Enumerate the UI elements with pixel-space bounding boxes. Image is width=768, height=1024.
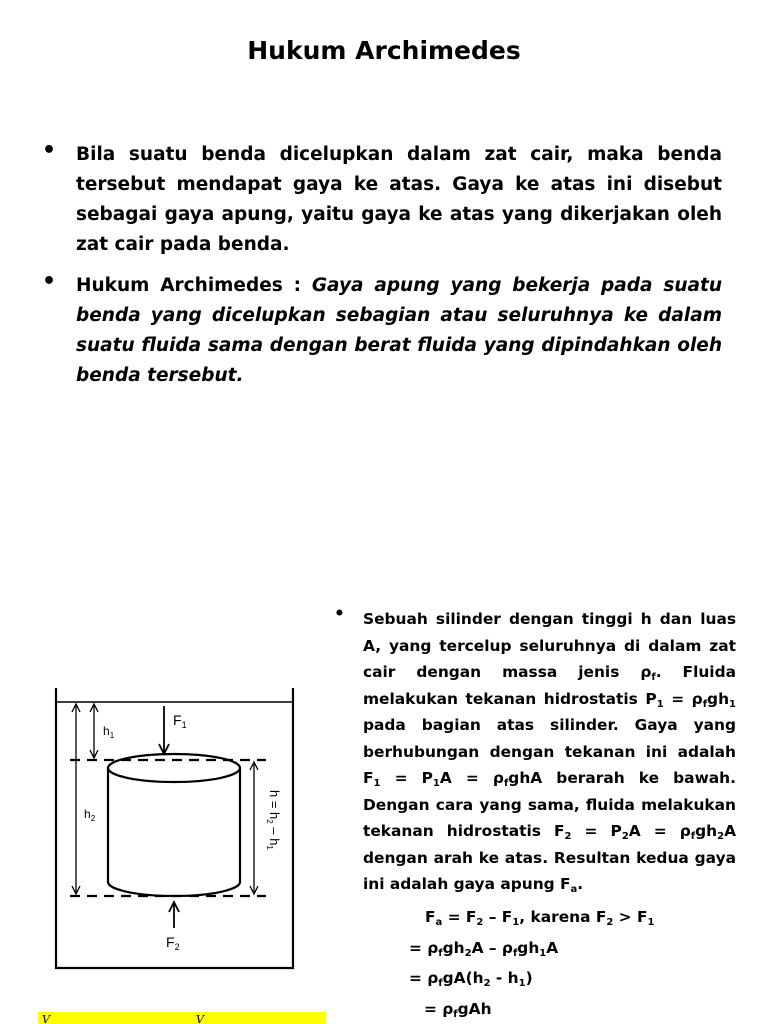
explanation-bullet: [334, 606, 736, 898]
equation-line-4: = $\rho_fgAh$: [424, 1000, 492, 1020]
highlighted-formula-strip: [38, 1012, 326, 1024]
bullet-list: [42, 140, 722, 402]
explanation-text: Sebuah silinder dengan tinggi h dan luas A, yang tercelup seluruhnya di dalam zat cair dengan massa jenis $\rho_f$. Fluida melakukan tekanan hidrostatis $P_1 = \rho_fgh_1$ pada bagian atas silinder. Gaya yang berhubungan dengan tekanan ini adalah $F_1 = P_1A = \rho_fghA$ berarah ke bawah. Dengan cara yang sama, fluida melakukan tekanan hidrostatis $F_2 = P_2A = \rho_fgh_2A$ dengan arah ke atas. Resultan kedua gaya ini adalah gaya apung $F_a$.: [363, 610, 736, 895]
label-f1: $F_1$: [173, 712, 187, 730]
label-h2: $h_2$: [84, 807, 96, 823]
law-lead: Hukum Archimedes :: [76, 275, 312, 296]
equation-line-3: = $\rho_fgA(h_2 - h_1)$: [409, 969, 533, 989]
law-statement: Gaya apung yang bekerja pada suatu benda yang dicelupkan sebagian atau seluruhnya ke dalam suatu fluida sama dengan berat fluida yang dipindahkan oleh benda tersebut.: [76, 275, 722, 386]
formula-fragment: V: [42, 1013, 50, 1024]
equation-line-2: = $\rho_fgh_2A - \rho_fgh_1A$: [409, 939, 559, 959]
bullet-item-law: [42, 271, 722, 391]
archimedes-cylinder-diagram: [48, 680, 312, 980]
slide-title: Hukum Archimedes: [247, 36, 521, 65]
label-f2: $F_2$: [166, 934, 180, 952]
bullet-dot: •: [42, 269, 57, 294]
explanation-section: [334, 606, 736, 898]
bullet-item-definition: [42, 140, 722, 260]
label-h1: $h_1$: [103, 724, 115, 740]
cylinder-bottom: [108, 882, 240, 896]
formula-fragment: V: [196, 1013, 204, 1024]
bullet-text: [76, 271, 722, 391]
bullet-dot: •: [42, 138, 57, 163]
cylinder-top: [108, 754, 240, 782]
label-h-difference: $h = h_2 - h_1$: [265, 790, 282, 850]
bullet-dot: •: [334, 604, 345, 624]
bullet-text: Bila suatu benda dicelupkan dalam zat cair, maka benda tersebut mendapat gaya ke atas. Gaya ke atas ini disebut sebagai gaya apung, yaitu gaya ke atas yang dikerjakan oleh zat cair pada benda.: [76, 144, 722, 255]
equation-line-1: $F_a = F_2 - F_1$, karena $F_2 > F_1$: [425, 908, 655, 928]
